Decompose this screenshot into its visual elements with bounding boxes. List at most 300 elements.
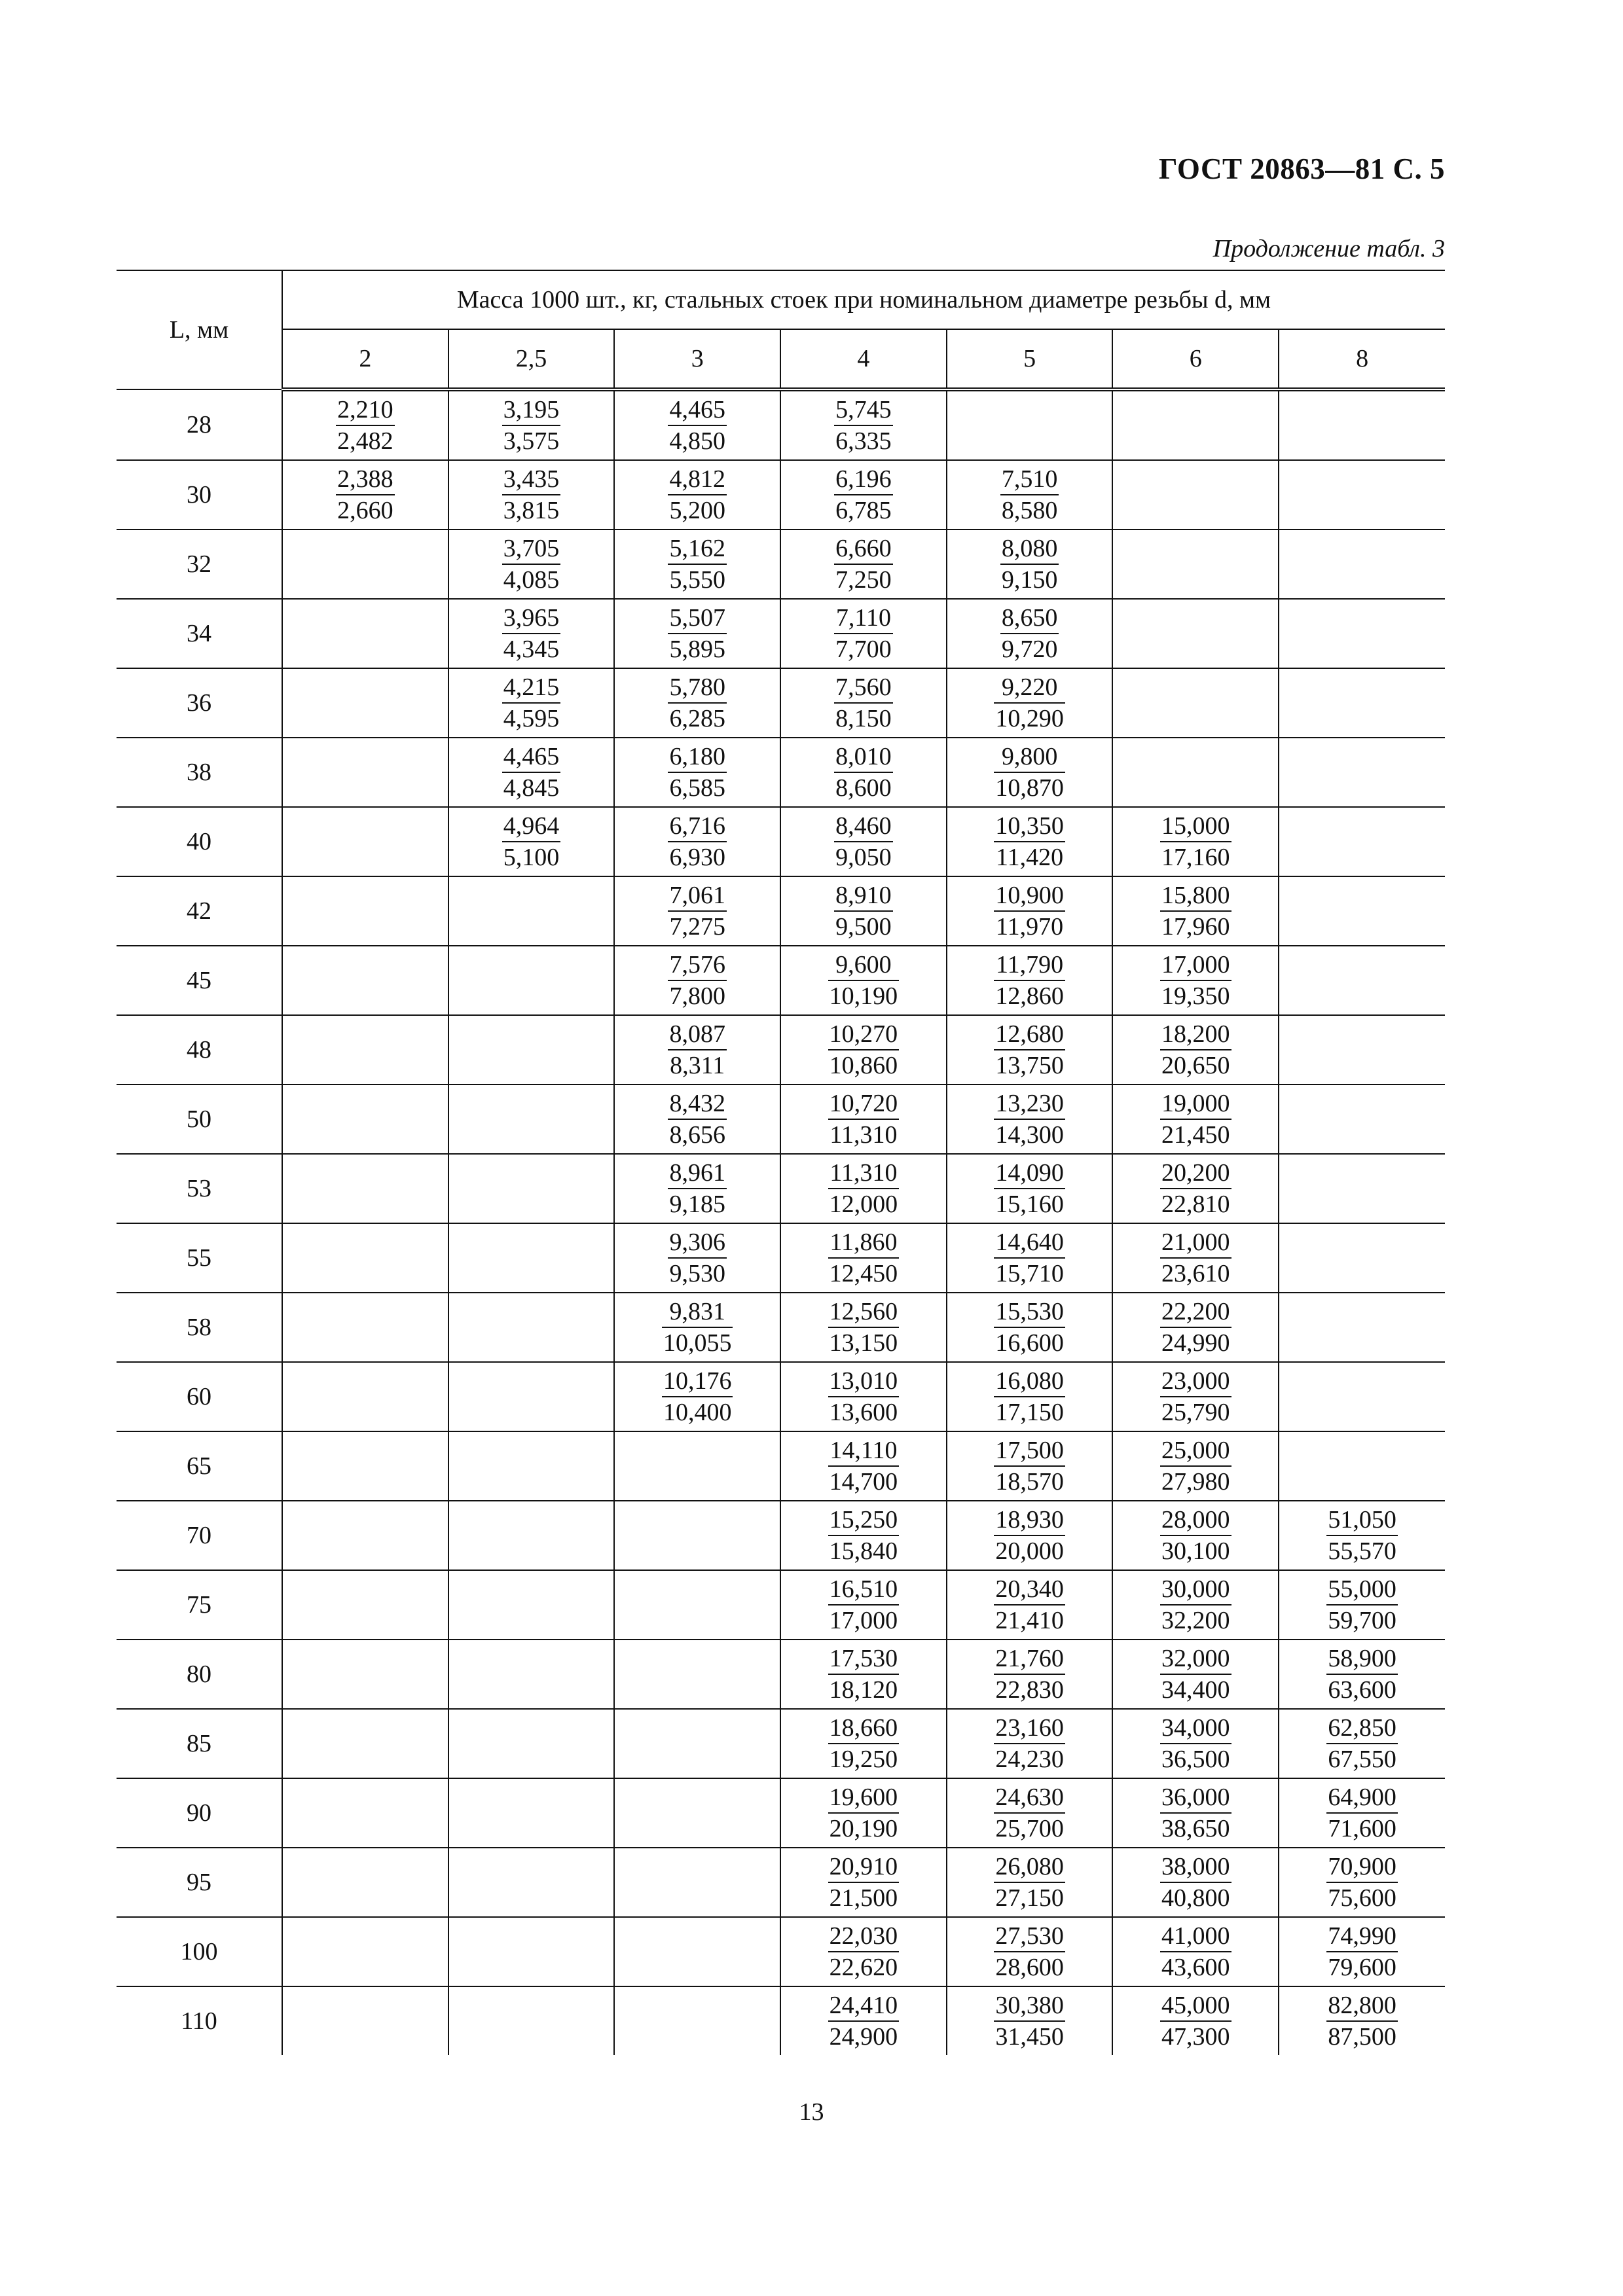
mass-value-bottom: 22,810 [1161, 1191, 1230, 1218]
table-row [117, 1986, 1445, 2055]
mass-fraction [1160, 1366, 1231, 1427]
mass-cell [282, 1015, 448, 1085]
mass-value-top: 82,800 [1326, 1990, 1398, 2022]
mass-value-top: 20,340 [994, 1574, 1065, 1605]
mass-cell [947, 1917, 1113, 1986]
mass-fraction [1160, 1990, 1231, 2052]
mass-cell [780, 1501, 947, 1570]
mass-value-bottom: 8,311 [670, 1052, 725, 1079]
mass-value-bottom: 40,800 [1161, 1884, 1230, 1912]
mass-cell [947, 1986, 1113, 2055]
mass-fraction [834, 533, 893, 595]
mass-value-top: 8,010 [834, 742, 893, 773]
mass-cell [614, 1154, 780, 1223]
mass-cell [947, 1501, 1113, 1570]
mass-value-top: 3,195 [502, 395, 561, 426]
mass-cell [614, 738, 780, 807]
mass-fraction [994, 1158, 1065, 1219]
mass-cell [448, 1917, 615, 1986]
mass-cell [614, 1778, 780, 1848]
mass-value-top: 11,790 [994, 950, 1065, 981]
mass-column-header [282, 270, 1445, 329]
mass-value-top: 10,270 [828, 1019, 900, 1050]
diameter-value: 6 [1189, 345, 1202, 372]
mass-value-bottom: 27,150 [995, 1884, 1064, 1912]
mass-fraction [994, 1713, 1065, 1774]
mass-cell [282, 738, 448, 807]
mass-cell [614, 1293, 780, 1362]
mass-cell [780, 1640, 947, 1709]
mass-value-top: 16,080 [994, 1366, 1065, 1397]
mass-fraction [828, 1019, 900, 1081]
mass-fraction [994, 1643, 1065, 1705]
mass-cell [947, 1570, 1113, 1640]
mass-value-bottom: 10,860 [829, 1052, 898, 1079]
mass-value-bottom: 21,500 [829, 1884, 898, 1912]
mass-fraction [668, 950, 727, 1011]
mass-cell [614, 1085, 780, 1154]
mass-cell [780, 738, 947, 807]
mass-value-top: 64,900 [1326, 1782, 1398, 1814]
mass-cell [448, 460, 615, 529]
mass-cell [1112, 1640, 1279, 1709]
mass-value-bottom: 17,000 [829, 1607, 898, 1634]
mass-value-bottom: 5,895 [669, 636, 725, 663]
mass-fraction [1160, 1435, 1231, 1497]
mass-fraction [994, 1921, 1065, 1982]
mass-cell [448, 1640, 615, 1709]
mass-fraction [828, 1088, 900, 1150]
mass-fraction [1326, 1852, 1398, 1913]
mass-fraction [994, 1574, 1065, 1636]
mass-cell [448, 668, 615, 738]
mass-value-top: 15,000 [1160, 811, 1231, 842]
mass-cell [1279, 1848, 1445, 1917]
mass-cell [1112, 460, 1279, 529]
mass-cell [448, 1501, 615, 1570]
mass-fraction [994, 1366, 1065, 1427]
mass-value-top: 38,000 [1160, 1852, 1231, 1883]
mass-value-top: 6,660 [834, 533, 893, 565]
mass-fraction [828, 950, 900, 1011]
mass-value-bottom: 7,700 [835, 636, 892, 663]
mass-value-bottom: 18,570 [995, 1468, 1064, 1496]
mass-cell [614, 1709, 780, 1778]
mass-fraction [1160, 950, 1231, 1011]
mass-value-top: 2,388 [336, 464, 395, 495]
mass-value-bottom: 7,275 [669, 913, 725, 941]
mass-cell [780, 668, 947, 738]
mass-cell [1112, 1362, 1279, 1431]
mass-cell [448, 1362, 615, 1431]
mass-fraction [1160, 1088, 1231, 1150]
mass-value-bottom: 23,610 [1161, 1260, 1230, 1287]
mass-value-top: 10,720 [828, 1088, 900, 1120]
mass-value-top: 15,530 [994, 1297, 1065, 1328]
mass-cell [780, 1015, 947, 1085]
mass-cell [1112, 1848, 1279, 1917]
mass-value-top: 11,310 [828, 1158, 900, 1189]
mass-value-bottom: 22,620 [829, 1954, 898, 1981]
diameter-header-cell [614, 329, 780, 389]
mass-value-bottom: 3,575 [503, 427, 560, 455]
mass-cell [282, 668, 448, 738]
mass-fraction [828, 1990, 900, 2052]
mass-cell [947, 738, 1113, 807]
mass-value-bottom: 11,970 [996, 913, 1064, 941]
mass-cell [1112, 1570, 1279, 1640]
mass-fraction [834, 395, 893, 456]
mass-cell [448, 738, 615, 807]
mass-value-bottom: 71,600 [1328, 1815, 1396, 1842]
mass-cell [780, 1085, 947, 1154]
mass-cell [947, 1778, 1113, 1848]
mass-cell [282, 1154, 448, 1223]
mass-fraction [828, 1643, 900, 1705]
mass-cell [1112, 738, 1279, 807]
mass-value-top: 3,705 [502, 533, 561, 565]
length-cell: 40 [117, 807, 282, 876]
mass-fraction [994, 1227, 1065, 1289]
length-cell: 42 [117, 876, 282, 946]
mass-cell [780, 1848, 947, 1917]
mass-cell [947, 668, 1113, 738]
mass-cell [1112, 1778, 1279, 1848]
mass-value-bottom: 13,750 [995, 1052, 1064, 1079]
mass-value-bottom: 4,850 [669, 427, 725, 455]
mass-value-top: 8,961 [668, 1158, 727, 1189]
mass-value-top: 8,460 [834, 811, 893, 842]
table-row [117, 1778, 1445, 1848]
mass-fraction [834, 811, 893, 872]
mass-value-top: 12,560 [828, 1297, 900, 1328]
mass-value-bottom: 12,860 [995, 982, 1064, 1010]
table-row [117, 599, 1445, 668]
mass-cell [947, 460, 1113, 529]
mass-value-bottom: 24,230 [995, 1746, 1064, 1773]
mass-cell [614, 460, 780, 529]
mass-cell [1112, 1501, 1279, 1570]
mass-fraction [1326, 1574, 1398, 1636]
mass-fraction [994, 811, 1065, 872]
mass-value-bottom: 19,250 [829, 1746, 898, 1773]
mass-value-top: 8,432 [668, 1088, 727, 1120]
mass-fraction [828, 1297, 900, 1358]
mass-fraction [1160, 1227, 1231, 1289]
length-column-header [117, 270, 282, 389]
mass-fraction [668, 811, 727, 872]
mass-value-bottom: 67,550 [1328, 1746, 1396, 1773]
mass-cell [1112, 807, 1279, 876]
mass-cell [1279, 876, 1445, 946]
mass-fraction [834, 880, 893, 942]
mass-cell [1279, 1223, 1445, 1293]
mass-fraction [1326, 1782, 1398, 1844]
mass-fraction [502, 533, 561, 595]
table-row [117, 1293, 1445, 1362]
mass-fraction [828, 1435, 900, 1497]
length-header-label: L, мм [169, 316, 229, 344]
diameter-header-cell [947, 329, 1113, 389]
mass-cell [947, 1640, 1113, 1709]
mass-cell [282, 460, 448, 529]
mass-cell [1279, 460, 1445, 529]
mass-cell [448, 807, 615, 876]
mass-value-top: 14,640 [994, 1227, 1065, 1259]
mass-value-bottom: 6,930 [669, 844, 725, 871]
mass-value-bottom: 19,350 [1161, 982, 1230, 1010]
mass-cell [448, 1085, 615, 1154]
mass-cell [282, 1223, 448, 1293]
mass-cell [947, 599, 1113, 668]
mass-cell [1279, 1293, 1445, 1362]
mass-value-bottom: 10,055 [663, 1329, 732, 1357]
mass-value-top: 14,090 [994, 1158, 1065, 1189]
mass-fraction [1160, 1297, 1231, 1358]
mass-cell [780, 1570, 947, 1640]
mass-fraction [1160, 880, 1231, 942]
mass-cell [448, 1848, 615, 1917]
diameter-header-cell [1279, 329, 1445, 389]
mass-cell [1279, 1154, 1445, 1223]
mass-value-bottom: 9,720 [1001, 636, 1058, 663]
mass-fraction [994, 742, 1065, 803]
mass-cell [448, 1778, 615, 1848]
table-row [117, 1154, 1445, 1223]
mass-value-bottom: 9,530 [669, 1260, 725, 1287]
length-cell: 60 [117, 1362, 282, 1431]
mass-fraction [834, 742, 893, 803]
length-cell: 32 [117, 529, 282, 599]
mass-cell [614, 529, 780, 599]
mass-cell [282, 1778, 448, 1848]
mass-fraction [828, 1921, 900, 1982]
mass-fraction [502, 811, 561, 872]
mass-cell [282, 1917, 448, 1986]
mass-value-bottom: 21,410 [995, 1607, 1064, 1634]
mass-cell [1279, 1501, 1445, 1570]
mass-value-top: 9,600 [828, 950, 900, 981]
mass-value-top: 25,000 [1160, 1435, 1231, 1467]
mass-fraction [502, 672, 561, 734]
mass-fraction [994, 672, 1065, 734]
mass-value-top: 18,200 [1160, 1019, 1231, 1050]
mass-value-bottom: 31,450 [995, 2023, 1064, 2051]
mass-value-top: 51,050 [1326, 1505, 1398, 1536]
mass-value-top: 21,000 [1160, 1227, 1231, 1259]
mass-fraction [994, 1088, 1065, 1150]
mass-cell [282, 1640, 448, 1709]
mass-value-top: 2,210 [336, 395, 395, 426]
mass-value-top: 6,716 [668, 811, 727, 842]
mass-cell [1112, 529, 1279, 599]
mass-fraction [1160, 1713, 1231, 1774]
length-cell: 50 [117, 1085, 282, 1154]
diameter-value: 4 [857, 345, 870, 372]
mass-value-top: 7,110 [834, 603, 893, 634]
mass-cell [780, 529, 947, 599]
mass-value-top: 22,030 [828, 1921, 900, 1952]
mass-value-top: 5,745 [834, 395, 893, 426]
mass-value-top: 23,160 [994, 1713, 1065, 1744]
mass-cell [1279, 1431, 1445, 1501]
mass-fraction [828, 1158, 900, 1219]
mass-value-bottom: 3,815 [503, 497, 560, 524]
mass-cell [614, 807, 780, 876]
mass-value-bottom: 10,400 [663, 1399, 732, 1426]
mass-value-top: 24,630 [994, 1782, 1065, 1814]
mass-cell [282, 529, 448, 599]
mass-cell [1112, 1154, 1279, 1223]
mass-value-top: 70,900 [1326, 1852, 1398, 1883]
mass-value-top: 9,306 [668, 1227, 727, 1259]
mass-cell [1112, 1431, 1279, 1501]
mass-cell [448, 946, 615, 1015]
mass-fraction [994, 1782, 1065, 1844]
mass-value-top: 58,900 [1326, 1643, 1398, 1675]
mass-value-top: 3,435 [502, 464, 561, 495]
mass-cell [1279, 1570, 1445, 1640]
mass-value-top: 6,196 [834, 464, 893, 495]
mass-value-bottom: 8,150 [835, 705, 892, 732]
diameter-value: 2 [359, 345, 372, 372]
mass-value-bottom: 6,585 [669, 774, 725, 802]
mass-cell [282, 1293, 448, 1362]
table-row [117, 529, 1445, 599]
diameter-value: 3 [691, 345, 704, 372]
mass-value-bottom: 6,785 [835, 497, 892, 524]
mass-value-top: 8,087 [668, 1019, 727, 1050]
mass-value-bottom: 47,300 [1161, 2023, 1230, 2051]
mass-cell [282, 1085, 448, 1154]
diameter-header-row [117, 329, 1445, 389]
mass-cell [1279, 738, 1445, 807]
mass-cell [1112, 1709, 1279, 1778]
mass-value-top: 19,600 [828, 1782, 900, 1814]
mass-value-bottom: 38,650 [1161, 1815, 1230, 1842]
mass-value-bottom: 8,600 [835, 774, 892, 802]
mass-cell [448, 599, 615, 668]
mass-value-top: 30,000 [1160, 1574, 1231, 1605]
mass-cell [1279, 1986, 1445, 2055]
table-row [117, 1640, 1445, 1709]
mass-value-top: 4,812 [668, 464, 727, 495]
mass-cell [448, 876, 615, 946]
mass-fraction [828, 1227, 900, 1289]
table-row [117, 1085, 1445, 1154]
mass-cell [947, 1154, 1113, 1223]
mass-cell [780, 1154, 947, 1223]
mass-value-top: 7,560 [834, 672, 893, 704]
diameter-value: 2,5 [515, 345, 547, 372]
mass-cell [947, 1223, 1113, 1293]
mass-fraction [662, 1297, 733, 1358]
mass-cell [780, 599, 947, 668]
length-cell: 110 [117, 1986, 282, 2055]
mass-cell [614, 389, 780, 460]
mass-cell [614, 1501, 780, 1570]
mass-fraction [1160, 1019, 1231, 1081]
mass-cell [282, 1848, 448, 1917]
mass-fraction [668, 603, 727, 664]
mass-value-bottom: 32,200 [1161, 1607, 1230, 1634]
mass-cell [282, 599, 448, 668]
mass-fraction [834, 672, 893, 734]
length-cell: 53 [117, 1154, 282, 1223]
mass-value-bottom: 4,085 [503, 566, 560, 594]
mass-value-top: 9,831 [662, 1297, 733, 1328]
mass-fraction [1326, 1505, 1398, 1566]
length-cell: 75 [117, 1570, 282, 1640]
mass-value-bottom: 22,830 [995, 1676, 1064, 1704]
table-row [117, 460, 1445, 529]
mass-fraction [502, 742, 561, 803]
mass-cell [1112, 599, 1279, 668]
mass-cell [780, 1362, 947, 1431]
mass-cell [780, 1293, 947, 1362]
mass-cell [614, 1640, 780, 1709]
mass-cell [780, 946, 947, 1015]
table-row [117, 1015, 1445, 1085]
mass-value-top: 4,215 [502, 672, 561, 704]
mass-cell [448, 529, 615, 599]
mass-value-top: 10,900 [994, 880, 1065, 912]
mass-value-top: 5,780 [668, 672, 727, 704]
length-cell: 100 [117, 1917, 282, 1986]
mass-fraction [336, 395, 395, 456]
mass-value-bottom: 20,650 [1161, 1052, 1230, 1079]
length-cell: 80 [117, 1640, 282, 1709]
mass-value-bottom: 43,600 [1161, 1954, 1230, 1981]
mass-header-label: Масса 1000 шт., кг, стальных стоек при номинальном диаметре резьбы d, мм [456, 286, 1271, 314]
mass-value-bottom: 15,710 [995, 1260, 1064, 1287]
mass-fraction [1326, 1643, 1398, 1705]
mass-value-top: 20,200 [1160, 1158, 1231, 1189]
mass-value-bottom: 6,285 [669, 705, 725, 732]
mass-value-top: 45,000 [1160, 1990, 1231, 2022]
mass-fraction [828, 1713, 900, 1774]
mass-fraction [668, 1019, 727, 1081]
mass-fraction [668, 1227, 727, 1289]
mass-value-bottom: 4,345 [503, 636, 560, 663]
mass-fraction [502, 603, 561, 664]
mass-value-bottom: 12,450 [829, 1260, 898, 1287]
mass-cell [282, 1362, 448, 1431]
mass-value-bottom: 4,845 [503, 774, 560, 802]
length-cell: 58 [117, 1293, 282, 1362]
mass-fraction [834, 464, 893, 526]
mass-value-top: 22,200 [1160, 1297, 1231, 1328]
mass-value-bottom: 15,160 [995, 1191, 1064, 1218]
mass-cell [614, 668, 780, 738]
mass-value-top: 3,965 [502, 603, 561, 634]
mass-fraction [994, 1435, 1065, 1497]
length-cell: 38 [117, 738, 282, 807]
mass-fraction [994, 1019, 1065, 1081]
mass-value-top: 9,220 [994, 672, 1065, 704]
mass-cell [448, 1223, 615, 1293]
mass-cell [1279, 1778, 1445, 1848]
mass-fraction [828, 1366, 900, 1427]
mass-cell [614, 1570, 780, 1640]
mass-cell [614, 1362, 780, 1431]
mass-value-top: 13,230 [994, 1088, 1065, 1120]
page-number: 13 [799, 2098, 824, 2126]
mass-fraction [668, 742, 727, 803]
length-cell: 36 [117, 668, 282, 738]
mass-value-bottom: 13,600 [829, 1399, 898, 1426]
mass-value-top: 5,162 [668, 533, 727, 565]
